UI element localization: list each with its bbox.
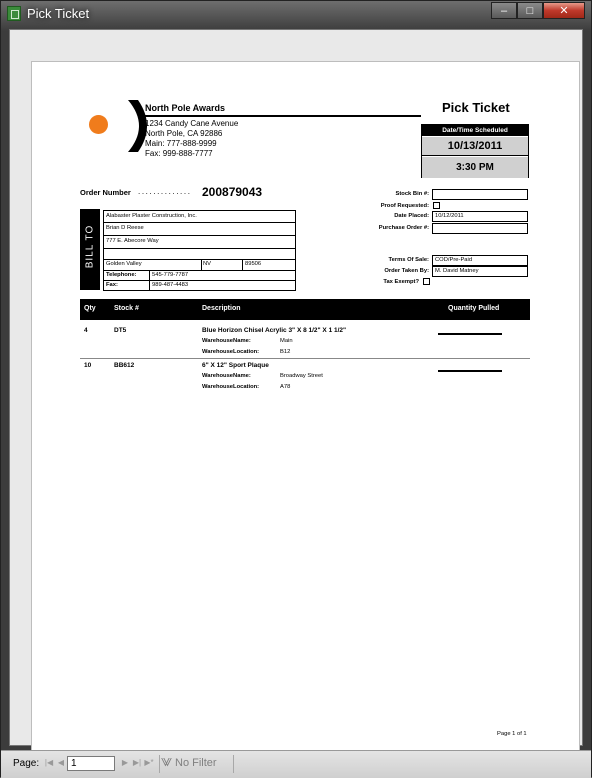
row-1-description: Blue Horizon Chisel Acrylic 3" X 8 1/2" X 1 1/2" <box>202 327 347 334</box>
bill-to-zip: 89506 <box>245 261 262 267</box>
bill-to-state: NV <box>203 261 212 267</box>
previous-page-icon[interactable]: ◀ <box>57 758 65 767</box>
row-2-warehouse-location: A78 <box>280 384 291 390</box>
purchase-order-field <box>432 223 528 234</box>
divider <box>104 248 295 249</box>
report-app-icon <box>7 6 21 21</box>
items-table-header <box>80 299 530 320</box>
maximize-button[interactable]: □ <box>517 2 543 19</box>
order-number-label: Order Number <box>80 188 131 197</box>
row-2-qty: 10 <box>84 362 92 369</box>
column-qty: Qty <box>84 305 96 312</box>
filter-status[interactable] <box>161 757 217 770</box>
minimize-button[interactable]: – <box>491 2 517 19</box>
scheduled-label: Date/Time Scheduled <box>422 125 528 136</box>
company-main-phone: Main: 777-888-9999 <box>145 139 217 148</box>
divider <box>104 280 295 281</box>
row-2-description: 6" X 12" Sport Plaque <box>202 362 269 369</box>
bill-to-city: Golden Valley <box>106 261 142 267</box>
order-number: 200879043 <box>202 185 263 199</box>
row-1-qty: 4 <box>84 327 88 334</box>
stock-bin-label: Stock Bin #: <box>395 191 429 197</box>
row-1-warehouse-name-label: WarehouseName: <box>202 338 251 344</box>
order-taken-by-field: M. David Matney <box>432 266 528 277</box>
first-page-icon[interactable]: |◀ <box>44 758 54 767</box>
row-2-stock: BB612 <box>114 362 135 369</box>
report-title: Pick Ticket <box>442 100 510 115</box>
order-taken-by-label: Order Taken By: <box>384 268 429 274</box>
company-address-2: North Pole, CA 92886 <box>145 129 223 138</box>
window-title: Pick Ticket <box>27 6 90 21</box>
terms-of-sale-label: Terms Of Sale: <box>388 257 429 263</box>
row-1-warehouse-location-label: WarehouseLocation: <box>202 349 260 355</box>
company-name: North Pole Awards <box>145 103 226 113</box>
navigation-bar <box>1 750 591 778</box>
company-fax: Fax: 999-888-7777 <box>145 149 213 158</box>
bill-to-telephone: 545-779-7787 <box>152 272 189 278</box>
date-placed-field: 10/12/2011 <box>432 211 528 222</box>
divider <box>104 235 295 236</box>
stock-bin-field <box>432 189 528 200</box>
row-2-warehouse-name: Broadway Street <box>280 373 323 379</box>
report-page <box>31 61 580 774</box>
company-divider <box>145 115 421 117</box>
scheduled-date: 10/13/2011 <box>422 137 528 156</box>
page-number-input[interactable]: 1 <box>67 756 115 771</box>
divider <box>242 259 243 270</box>
divider <box>104 270 295 271</box>
page-number: Page 1 of 1 <box>497 731 527 737</box>
purchase-order-label: Purchase Order #: <box>378 225 429 231</box>
row-1-warehouse-name: Main <box>280 338 293 344</box>
date-placed-label: Date Placed: <box>394 213 429 219</box>
bill-to-street: 777 E. Abecore Way <box>106 238 159 244</box>
column-stock: Stock # <box>114 305 139 312</box>
row-2-pulled-line <box>438 370 502 372</box>
last-page-icon[interactable]: ▶| <box>132 758 142 767</box>
bill-to-label: BILL TO <box>84 224 96 269</box>
column-description: Description <box>202 305 241 312</box>
bill-to-box <box>103 210 296 291</box>
new-record-icon[interactable]: ▶* <box>144 758 154 767</box>
divider <box>104 222 295 223</box>
report-preview-area[interactable] <box>9 29 583 746</box>
divider <box>104 259 295 260</box>
separator <box>233 755 234 773</box>
bill-to-fax: 989-487-4483 <box>152 282 189 288</box>
separator <box>159 755 160 773</box>
row-2-warehouse-name-label: WarehouseName: <box>202 373 251 379</box>
row-separator <box>80 358 530 359</box>
fax-label: Fax: <box>106 282 118 288</box>
scheduled-time: 3:30 PM <box>422 157 528 178</box>
scheduled-box <box>421 124 529 178</box>
company-address-1: 1234 Candy Cane Avenue <box>145 119 239 128</box>
proof-requested-checkbox <box>433 202 440 209</box>
no-filter-label: No Filter <box>175 757 217 769</box>
page-nav-label: Page: <box>13 758 40 769</box>
tax-exempt-checkbox <box>423 278 430 285</box>
row-1-warehouse-location: B12 <box>280 349 291 355</box>
row-2-warehouse-location-label: WarehouseLocation: <box>202 384 260 390</box>
order-number-leader: .............. <box>138 187 192 196</box>
terms-of-sale-field: COD/Pre-Paid <box>432 255 528 266</box>
divider <box>201 259 202 270</box>
bill-to-contact: Brian D Reese <box>106 225 144 231</box>
bill-to-tab <box>80 209 100 290</box>
row-1-pulled-line <box>438 333 502 335</box>
telephone-label: Telephone: <box>106 272 137 278</box>
tax-exempt-label: Tax Exempt? <box>383 279 419 285</box>
proof-requested-label: Proof Requested: <box>380 203 429 209</box>
next-page-icon[interactable]: ▶ <box>121 758 129 767</box>
title-bar[interactable] <box>1 1 591 27</box>
column-quantity-pulled: Quantity Pulled <box>448 305 500 312</box>
bill-to-company: Alabaster Plaster Construction, Inc. <box>106 213 197 219</box>
row-1-stock: DT5 <box>114 327 127 334</box>
close-button[interactable]: ✕ <box>543 2 585 19</box>
filter-icon: ⨈ <box>161 757 172 769</box>
